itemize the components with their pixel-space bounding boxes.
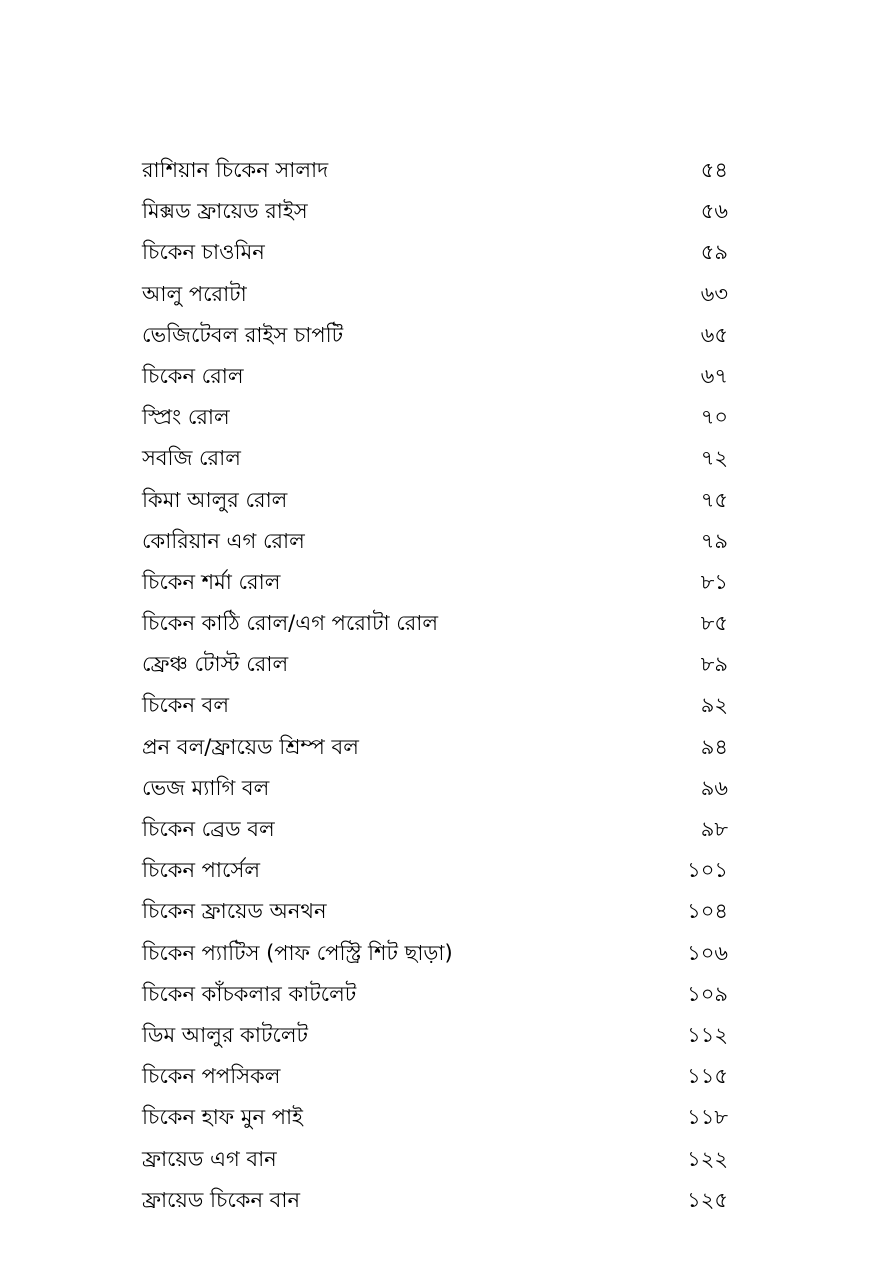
toc-entry-title: মিক্সড ফ্রায়েড রাইস — [142, 199, 308, 224]
toc-entry-page: ১১৫ — [687, 1064, 728, 1089]
toc-entry-title: রাশিয়ান চিকেন সালাদ — [142, 158, 329, 182]
toc-entry-page: ১০৯ — [687, 981, 728, 1006]
toc-entry-page: ৯৮ — [700, 817, 728, 841]
toc-entry-title: আলু পরোটা — [142, 281, 247, 306]
toc-entry-page: ১১২ — [687, 1022, 728, 1047]
toc-entry-page: ১০৬ — [687, 940, 728, 965]
toc-entry-title: কোরিয়ান এগ রোল — [142, 528, 305, 553]
toc-entry-page: ৫৯ — [700, 240, 728, 265]
toc-entry-title: চিকেন চাওমিন — [142, 240, 265, 265]
toc-entry — [0, 974, 870, 1015]
toc-entry — [0, 232, 870, 273]
toc-entry-page: ৫৪ — [700, 158, 728, 182]
toc-entry-title: কিমা আলুর রোল — [142, 487, 288, 512]
toc-entry — [0, 1180, 870, 1221]
toc-entry-page: ৭০ — [700, 405, 728, 430]
toc-entry-title: চিকেন কাঁচকলার কাটলেট — [142, 981, 357, 1006]
toc-entry-title: চিকেন ব্রেড বল — [142, 817, 275, 841]
toc-entry — [0, 438, 870, 479]
toc-entry-page: ৭৯ — [700, 528, 728, 553]
toc-entry-title: চিকেন পার্সেল — [142, 858, 260, 883]
toc-entry — [0, 521, 870, 562]
toc-entry — [0, 562, 870, 603]
toc-entry-title: চিকেন ফ্রায়েড অনথন — [142, 899, 327, 924]
toc-entry-title: ভেজিটেবল রাইস চাপটি — [142, 322, 344, 347]
toc-entry-page: ৮৫ — [700, 611, 728, 636]
toc-entry-page: ৮৯ — [700, 652, 728, 677]
toc-entry — [0, 480, 870, 521]
toc-entry-page: ৮১ — [700, 569, 728, 594]
toc-entry — [0, 685, 870, 726]
toc-entry — [0, 850, 870, 891]
toc-entry-page: ৯২ — [700, 693, 728, 718]
toc-entry — [0, 356, 870, 397]
toc-entry-title: ফ্রায়েড এগ বান — [142, 1146, 277, 1171]
toc-entry — [0, 933, 870, 974]
toc-entry — [0, 397, 870, 438]
toc-entry-page: ১১৮ — [687, 1105, 728, 1130]
toc-entry — [0, 1097, 870, 1138]
toc-entry-page: ৬৭ — [700, 363, 728, 388]
toc-entry-title: ফ্রেঞ্চ টোস্ট রোল — [142, 652, 289, 677]
toc-entry — [0, 727, 870, 768]
toc-entry-page: ১২৫ — [687, 1187, 728, 1212]
toc-entry-page: ৬৩ — [700, 281, 728, 306]
toc-entry-title: সবজি রোল — [142, 446, 241, 471]
toc-entry-title: ফ্রায়েড চিকেন বান — [142, 1187, 300, 1212]
toc-entry-page: ৭৫ — [700, 487, 728, 512]
toc-entry — [0, 891, 870, 932]
toc-entry — [0, 1056, 870, 1097]
toc-entry-title: স্প্রিং রোল — [142, 405, 230, 430]
table-of-contents — [0, 150, 870, 1221]
toc-entry-page: ৯৪ — [700, 734, 728, 759]
toc-entry-title: ভেজ ম্যাগি বল — [142, 775, 270, 800]
toc-entry-page: ৫৬ — [700, 199, 728, 224]
toc-entry-page: ১০১ — [687, 858, 728, 883]
toc-entry-title: চিকেন শর্মা রোল — [142, 569, 281, 594]
toc-entry-page: ৭২ — [700, 446, 728, 471]
toc-entry-page: ১২২ — [687, 1146, 728, 1171]
toc-entry — [0, 768, 870, 809]
toc-entry-title: চিকেন পপসিকল — [142, 1064, 281, 1089]
toc-entry-title: চিকেন প্যাটিস (পাফ পেস্ট্রি শিট ছাড়া) — [142, 940, 453, 965]
toc-entry-page: ৬৫ — [700, 322, 728, 347]
toc-entry — [0, 809, 870, 850]
toc-entry-page: ১০৪ — [687, 899, 728, 924]
toc-entry-title: প্রন বল/ফ্রায়েড শ্রিম্প বল — [142, 734, 359, 759]
toc-entry — [0, 1139, 870, 1180]
toc-entry — [0, 1015, 870, 1056]
toc-entry — [0, 603, 870, 644]
toc-entry — [0, 150, 870, 191]
toc-entry-title: চিকেন রোল — [142, 363, 244, 388]
toc-entry — [0, 274, 870, 315]
toc-entry-title: চিকেন বল — [142, 693, 230, 718]
toc-entry-page: ৯৬ — [700, 775, 728, 800]
toc-entry — [0, 644, 870, 685]
toc-entry — [0, 191, 870, 232]
toc-entry-title: চিকেন কাঠি রোল/এগ পরোটা রোল — [142, 611, 439, 636]
toc-entry — [0, 315, 870, 356]
toc-entry-title: ডিম আলুর কাটলেট — [142, 1022, 308, 1047]
toc-entry-title: চিকেন হাফ মুন পাই — [142, 1105, 303, 1130]
